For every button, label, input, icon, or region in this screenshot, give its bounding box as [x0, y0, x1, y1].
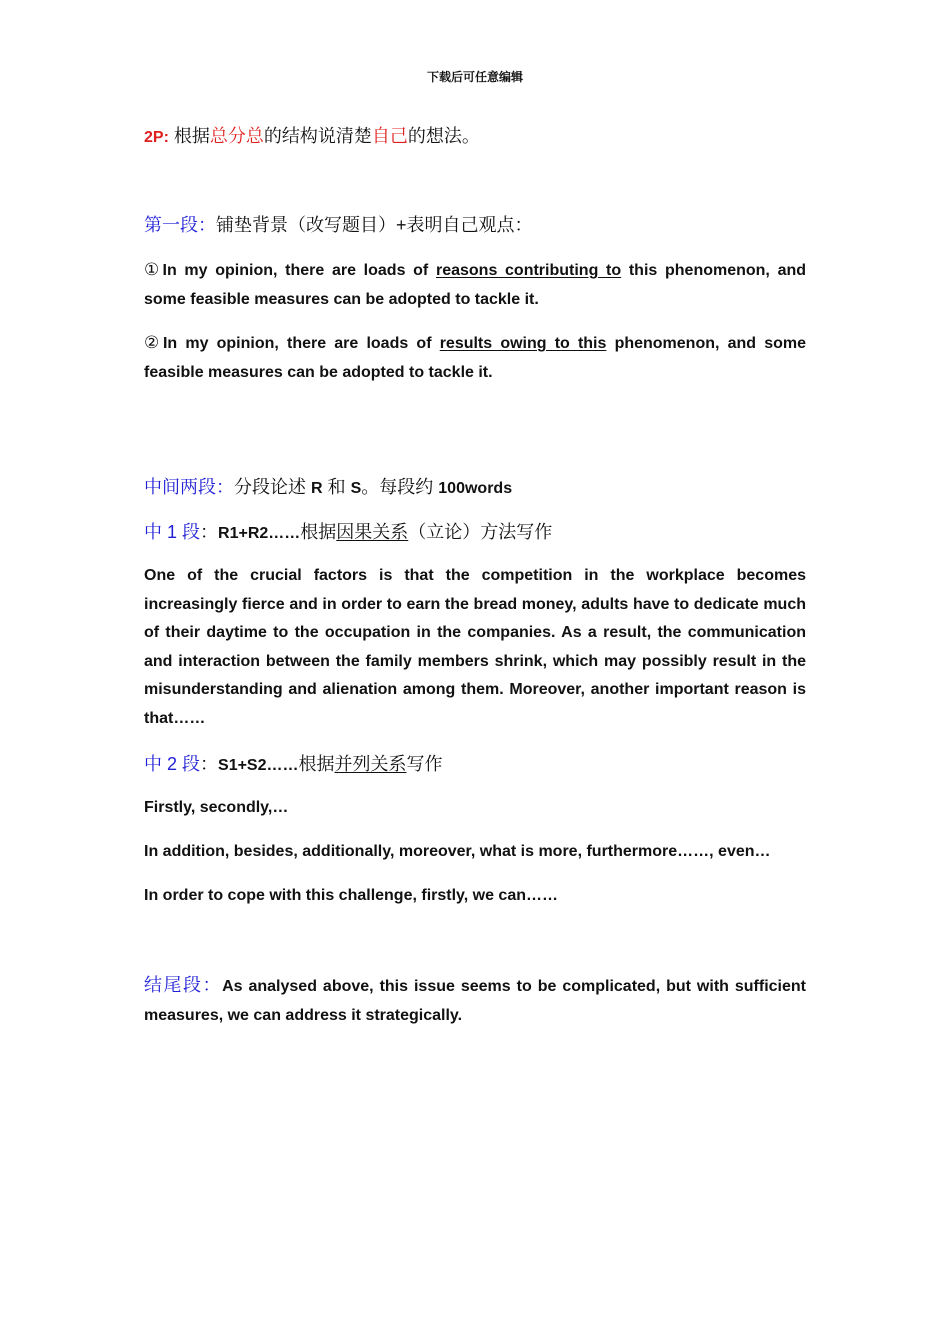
middle-1-label: 中 1 段: [144, 522, 201, 542]
title-line: 2P: 根据总分总的结构说清楚自己的想法。: [144, 126, 480, 146]
first-paragraph-label: 第一段：: [144, 215, 216, 235]
middle-1-heading: 中 1 段：R1+R2……根据因果关系（立论）方法写作: [144, 522, 553, 542]
connector-line-3: In order to cope with this challenge, firstly, we can……: [144, 887, 558, 904]
first-paragraph-heading: 第一段：铺垫背景（改写题目）+表明自己观点：: [144, 215, 533, 235]
underlined-phrase: 并列关系: [334, 754, 407, 774]
underlined-phrase: reasons contributing to: [435, 262, 622, 279]
middle-1-body: One of the crucial factors is that the competition in the workplace becomes increasingly fierce and in order to earn the bread money, adults have to dedicate much of their daytime to the occupation in the companies. As a result, the communication and interaction between the family members shrink, which may possibly result in the misunderstanding and alienation among them. Moreover, another important reason is that……: [144, 567, 806, 727]
title-emphasis-self: 自己: [371, 126, 408, 146]
circled-number-1: ①: [144, 260, 163, 279]
connector-line-2: In addition, besides, additionally, moreover, what is more, furthermore……, even…: [144, 843, 771, 860]
example-sentence-2: ②In my opinion, there are loads of results owing to this phenomenon, and some feasible measures can be adopted to tackle it.: [144, 333, 807, 381]
middle-2-label: 中 2 段: [144, 754, 201, 774]
title-prefix: 2P:: [144, 129, 169, 146]
middle-paragraphs-heading: 中间两段：分段论述 R 和 S。每段约 100words: [144, 477, 513, 497]
underlined-phrase: 因果关系: [336, 522, 409, 542]
title-emphasis-structure: 总分总: [209, 126, 264, 146]
page-header: 下载后可任意编辑: [426, 70, 523, 84]
ending-paragraph-label: 结尾段：: [144, 975, 223, 995]
middle-paragraphs-label: 中间两段：: [144, 477, 234, 497]
underlined-phrase: results owing to this: [439, 335, 607, 352]
example-sentence-1: ①In my opinion, there are loads of reasons contributing to this phenomenon, and some feasible measures can be adopted to tackle it.: [144, 260, 807, 308]
middle-2-heading: 中 2 段：S1+S2……根据并列关系写作: [144, 754, 443, 774]
ending-paragraph: 结尾段：As analysed above, this issue seems to be complicated, but with sufficient measures, we can address it strategically.: [144, 975, 806, 1024]
connector-line-1: Firstly, secondly,…: [144, 799, 289, 816]
circled-number-2: ②: [144, 333, 163, 352]
